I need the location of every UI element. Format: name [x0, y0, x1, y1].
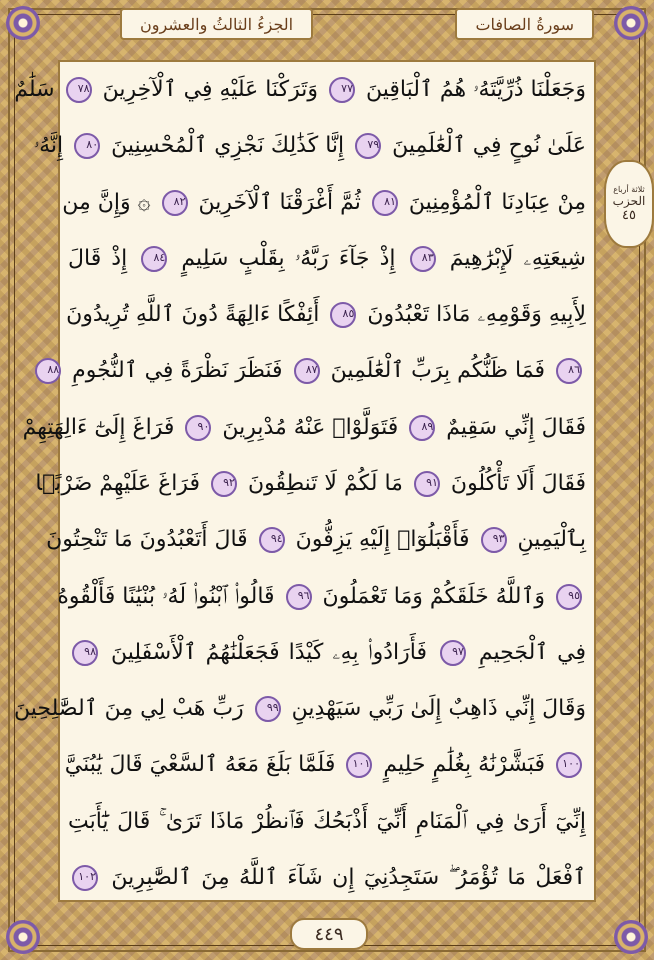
text-line [68, 233, 586, 285]
ayah-number-marker: ٩٤ [259, 527, 285, 553]
verse-text: فَقَالَ أَلَا تَأْكُلُونَ [443, 470, 586, 496]
ayah-number-marker: ٩٦ [286, 584, 312, 610]
ayah-number-marker: ٨٠ [74, 133, 100, 159]
text-line [22, 402, 586, 454]
verse-text: فِي ٱلْجَحِيمِ [469, 639, 586, 665]
text-line [68, 796, 586, 848]
text-line [33, 120, 586, 172]
text-line [47, 345, 586, 397]
verse-text: فَنَظَرَ نَظْرَةً فِي ٱلنُّجُومِ [65, 358, 290, 384]
verse-text: وَتَرَكْنَا عَلَيْهِ فِي ٱلْآخِرِينَ [95, 77, 325, 102]
hizb-number: ٤٥ [622, 208, 636, 223]
verse-text: إِنَّهُۥ [33, 133, 71, 159]
verse-text: قَالُوا۟ ٱبْنُوا۟ لَهُۥ بُنْيَٰنًا فَأَلْقُوهُ [57, 583, 282, 609]
quran-text-lines [14, 64, 596, 904]
verse-text: فَقَالَ إِنِّي سَقِيمٌ [439, 414, 586, 440]
ayah-number-marker: ١٠٢ [72, 865, 98, 891]
ayah-number-marker: ٧٨ [66, 77, 92, 103]
text-line [68, 627, 586, 679]
verse-text: فَبَشَّرْنَٰهُ بِغُلَٰمٍ حَلِيمٍ [376, 752, 552, 778]
corner-rosette-bottom-left [6, 920, 40, 954]
verse-text: فَلَمَّا بَلَغَ مَعَهُ ٱلسَّعْيَ قَالَ يَٰبُنَيَّ [64, 752, 343, 778]
ayah-number-marker: ١٠٠ [556, 752, 582, 778]
verse-text: شِيعَتِهِۦ لَإِبْرَٰهِيمَ [439, 245, 586, 271]
page-header [20, 6, 634, 42]
hizb-marker [604, 160, 654, 248]
verse-text: لِأَبِيهِ وَقَوْمِهِۦ مَاذَا تَعْبُدُونَ [360, 302, 586, 328]
ayah-number-marker: ٨٦ [556, 358, 582, 384]
ayah-number-marker: ٨٢ [162, 190, 188, 216]
verse-text: ثُمَّ أَغْرَقْنَا ٱلْآخَرِينَ [191, 189, 368, 215]
ayah-number-marker: ٨٣ [410, 246, 436, 272]
text-line [64, 739, 586, 791]
surah-title: سورةُ الصافات [455, 8, 594, 40]
ayah-number-marker: ٧٩ [355, 133, 381, 159]
text-line [68, 289, 586, 341]
corner-rosette-bottom-right [614, 920, 648, 954]
ayah-number-marker: ٩٥ [556, 584, 582, 610]
verse-text: وَٱللَّهُ خَلَقَكُمْ وَمَا تَعْمَلُونَ [315, 583, 552, 609]
ayah-number-marker: ٨١ [372, 190, 398, 216]
verse-text: فَرَاغَ عَلَيْهِمْ ضَرْبًۢا [35, 470, 207, 496]
verse-text: إِنِّيٓ أَرَىٰ فِي ٱلْمَنَامِ أَنِّيٓ أَذْبَحُكَ فَٱنظُرْ مَاذَا تَرَىٰ ۚ قَالَ يَٰٓأَبَتِ [68, 808, 586, 834]
ayah-number-marker: ٩٢ [211, 471, 237, 497]
text-line [14, 683, 586, 735]
verse-text: سَلَٰمٌ [14, 77, 62, 102]
ayah-number-marker: ٨٨ [35, 358, 61, 384]
verse-text: ۞ وَإِنَّ مِن [62, 189, 158, 215]
verse-text: وَقَالَ إِنِّي ذَاهِبٌ إِلَىٰ رَبِّي سَيَهْدِينِ [284, 696, 586, 722]
hizb-label: الحزب [612, 194, 646, 208]
text-line [46, 514, 586, 566]
ayah-number-marker: ١٠١ [346, 752, 372, 778]
text-line [62, 177, 586, 229]
verse-text: أَئِفْكًا ءَالِهَةً دُونَ ٱللَّهِ تُرِيدُونَ [66, 302, 327, 328]
juz-title: الجزءُ الثالثُ والعشرون [120, 8, 313, 40]
text-line [14, 64, 586, 116]
text-line [57, 571, 586, 623]
ayah-number-marker: ٩١ [414, 471, 440, 497]
ayah-number-marker: ٩٨ [72, 640, 98, 666]
verse-text: فَأَقْبَلُوٓا۟ إِلَيْهِ يَزِفُّونَ [288, 527, 477, 553]
ayah-number-marker: ٩٧ [440, 640, 466, 666]
ayah-number-marker: ٩٠ [185, 415, 211, 441]
ayah-number-marker: ٨٧ [294, 358, 320, 384]
verse-text: مَا لَكُمْ لَا تَنطِقُونَ [240, 470, 410, 496]
verse-text: مِنْ عِبَادِنَا ٱلْمُؤْمِنِينَ [401, 189, 586, 215]
ayah-number-marker: ٩٣ [481, 527, 507, 553]
verse-text: فَتَوَلَّوْا۟ عَنْهُ مُدْبِرِينَ [215, 414, 406, 440]
verse-text: فَرَاغَ إِلَىٰٓ ءَالِهَتِهِمْ [22, 414, 182, 440]
text-line [35, 458, 586, 510]
verse-text: عَلَىٰ نُوحٍ فِي ٱلْعَٰلَمِينَ [385, 133, 586, 159]
verse-text: رَبِّ هَبْ لِي مِنَ ٱلصَّٰلِحِينَ [14, 696, 251, 722]
verse-text: وَجَعَلْنَا ذُرِّيَّتَهُۥ هُمُ ٱلْبَاقِينَ [359, 77, 586, 102]
page-number: ٤٤٩ [290, 918, 368, 950]
hizb-quarter-label: ثلاثة أرباع [613, 185, 645, 194]
verse-text: ٱفْعَلْ مَا تُؤْمَرُ ۖ سَتَجِدُنِيٓ إِن شَآءَ ٱللَّهُ مِنَ ٱلصَّٰبِرِينَ [102, 864, 586, 890]
ayah-number-marker: ٨٩ [409, 415, 435, 441]
ayah-number-marker: ٨٥ [330, 302, 356, 328]
ayah-number-marker: ٩٩ [255, 696, 281, 722]
ayah-number-marker: ٨٤ [141, 246, 167, 272]
verse-text: إِنَّا كَذَٰلِكَ نَجْزِي ٱلْمُحْسِنِينَ [104, 133, 352, 159]
ayah-number-marker: ٧٧ [329, 77, 355, 103]
verse-text: إِذْ جَآءَ رَبَّهُۥ بِقَلْبٍ سَلِيمٍ [171, 245, 406, 271]
verse-text: بِٱلْيَمِينِ [510, 527, 586, 553]
verse-text: قَالَ أَتَعْبُدُونَ مَا تَنْحِتُونَ [46, 527, 255, 553]
text-line [68, 852, 586, 904]
verse-text: إِذْ قَالَ [68, 245, 138, 271]
verse-text: فَمَا ظَنُّكُم بِرَبِّ ٱلْعَٰلَمِينَ [323, 358, 552, 384]
verse-text: فَأَرَادُوا۟ بِهِۦ كَيْدًا فَجَعَلْنَٰهُمُ ٱلْأَسْفَلِينَ [102, 639, 436, 665]
